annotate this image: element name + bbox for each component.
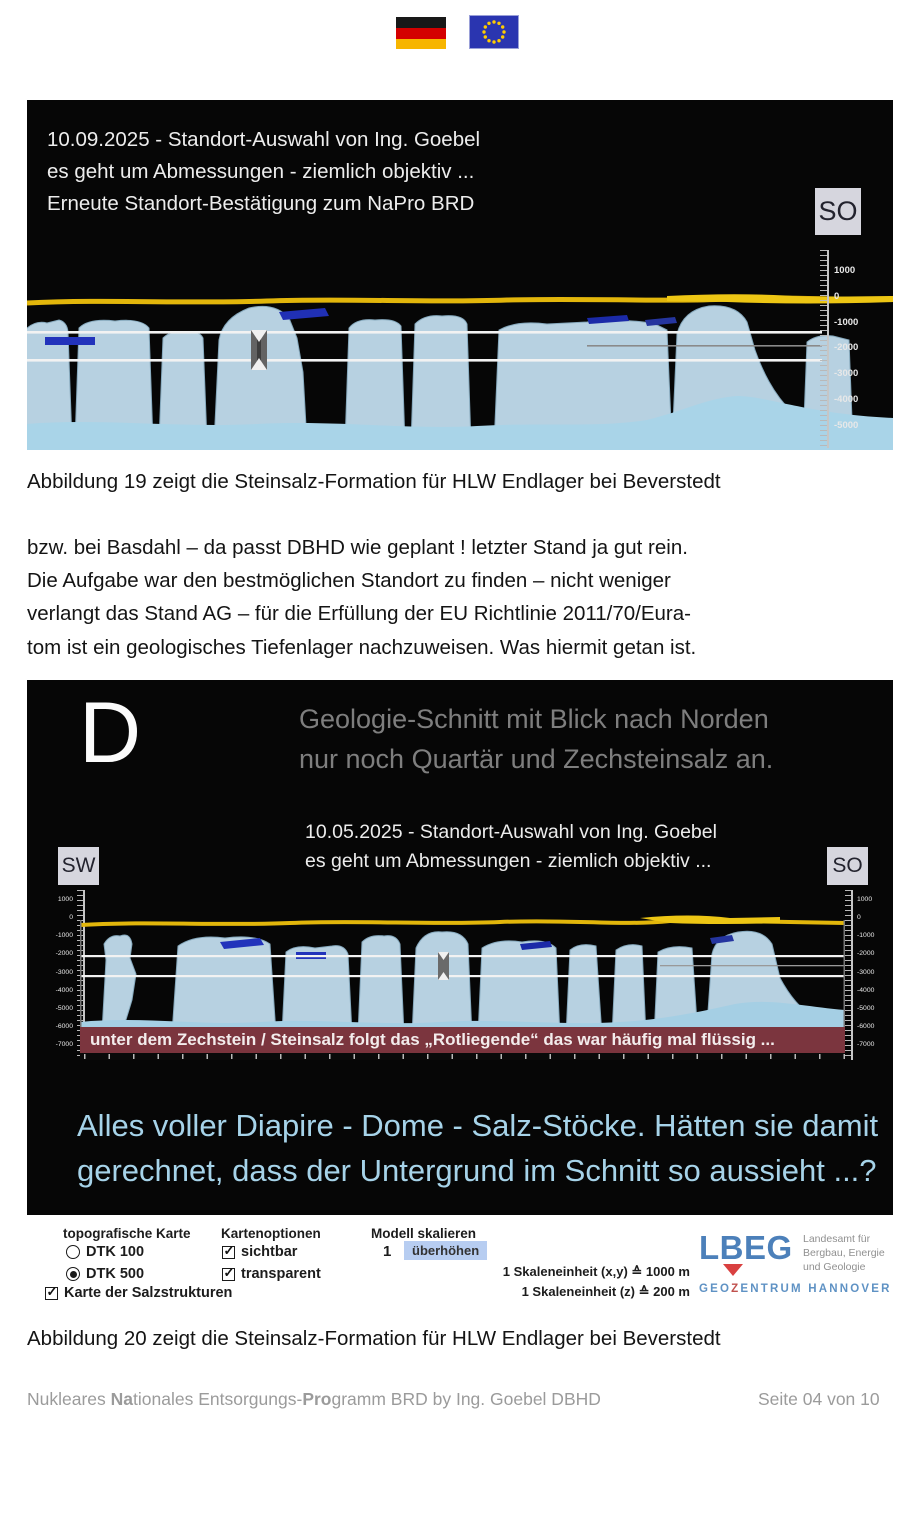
lbeg-triangle-icon [723, 1264, 743, 1276]
depth-ruler [845, 890, 853, 1060]
radio-dtk100[interactable] [66, 1244, 144, 1260]
salt-structures-checkbox-row[interactable] [45, 1285, 232, 1301]
depth-scale-1 [818, 250, 890, 450]
body-paragraph: bzw. bei Basdahl – da passt DBHD wie geplant ! letzter Stand ja gut rein. Die Aufgabe war den bestmöglichen Standort zu finden – nicht weniger verlangt das Stand AG – für die Erfüllung der EU Richtlinie 2011/70/Eura- tom ist ein geologisches Tiefenlager nachzuweisen. Was hiermit getan ist. [27, 536, 697, 659]
topo-map-heading: topografische Karte [63, 1226, 191, 1241]
diapire-comment: Alles voller Diapire - Dome - Salz-Stöcke. Hätten sie damit gerechnet, dass der Untergrund im Schnitt so aussieht ...? [77, 1108, 879, 1188]
depth-scale-labels: 1000 0 -1000 -2000 -3000 -4000 -5000 -6000 -7000 [55, 896, 73, 1048]
figure-19-screenshot [27, 100, 893, 450]
unit-z: 1 Skaleneinheit (z) ≙ 200 m [521, 1283, 690, 1299]
depth-scale-labels: 1000 0 -1000 -2000 -3000 -4000 -5000 [834, 265, 859, 431]
depth-scale-2-right [845, 890, 893, 1066]
geology-cross-section-1 [27, 290, 893, 450]
german-flag-icon [396, 17, 446, 49]
figure19-caption: Abbildung 19 zeigt die Steinsalz-Formation für HLW Endlager bei Beverstedt [27, 470, 721, 493]
radio-dtk500[interactable] [66, 1266, 144, 1282]
figure2-subtitle: 10.05.2025 - Standort-Auswahl von Ing. Goebel es geht um Abmessungen - ziemlich objektiv ... [305, 821, 717, 873]
salt-structures-label: Karte der Salzstrukturen [64, 1285, 233, 1301]
lbeg-name: Landesamt für Bergbau, Energie und Geologie [803, 1233, 885, 1273]
rotliegende-banner: unter dem Zechstein / Steinsalz folgt das „Rotliegende“ das war häufig mal flüssig ... [80, 1027, 845, 1053]
direction-label-so-2: SO [827, 847, 868, 885]
unit-xy: 1 Skaleneinheit (x,y) ≙ 1000 m [502, 1264, 690, 1279]
visible-checkbox-row[interactable] [222, 1244, 297, 1260]
panel-letter-d: D [79, 685, 142, 781]
shaft-marker-icon [438, 952, 449, 980]
direction-label-so: SO [815, 188, 861, 235]
scale-factor-value: 1 [383, 1243, 392, 1260]
checkbox-icon[interactable] [45, 1287, 58, 1300]
visible-label: sichtbar [241, 1244, 298, 1260]
radio-icon[interactable] [66, 1267, 80, 1281]
footer-program-title: Nukleares Nationales Entsorgungs-Programm BRD by Ing. Goebel DBHD [27, 1389, 601, 1409]
figure20-caption: Abbildung 20 zeigt die Steinsalz-Formation für HLW Endlager bei Beverstedt [27, 1327, 721, 1350]
lbeg-logo [699, 1231, 894, 1299]
radio-icon[interactable] [66, 1245, 80, 1259]
shaft-marker-icon [251, 330, 267, 370]
page-number: Seite 04 von 10 [758, 1389, 880, 1409]
map-options-heading: Kartenoptionen [221, 1226, 321, 1241]
transparent-checkbox-row[interactable] [222, 1266, 321, 1282]
figure1-title: 10.09.2025 - Standort-Auswahl von Ing. Goebel es geht um Abmessungen - ziemlich objektiv ... Erneute Standort-Bestätigung zum NaPro BRD [47, 128, 481, 215]
radio-dtk500-label: DTK 500 [86, 1266, 145, 1282]
exaggerate-button[interactable]: überhöhen [404, 1241, 487, 1260]
radio-dtk100-label: DTK 100 [86, 1244, 145, 1260]
depth-ruler [820, 250, 829, 448]
checkbox-icon[interactable] [222, 1246, 235, 1259]
depth-scale-labels: 1000 0 -1000 -2000 -3000 -4000 -5000 -6000 -7000 [857, 896, 875, 1048]
direction-label-sw: SW [58, 847, 99, 885]
figure-20-screenshot [27, 680, 893, 1215]
transparent-label: transparent [241, 1266, 321, 1282]
model-scale-heading: Modell skalieren [371, 1226, 477, 1241]
checkbox-icon[interactable] [222, 1268, 235, 1281]
geozentrum-hannover-label: GEOZENTRUM HANNOVER [699, 1283, 892, 1295]
figure2-heading: Geologie-Schnitt mit Blick nach Norden nur noch Quartär und Zechsteinsalz an. [299, 704, 774, 774]
lbeg-wordmark: LBEG [699, 1229, 793, 1266]
eu-flag-icon [469, 15, 519, 49]
scale-units [480, 1262, 690, 1301]
